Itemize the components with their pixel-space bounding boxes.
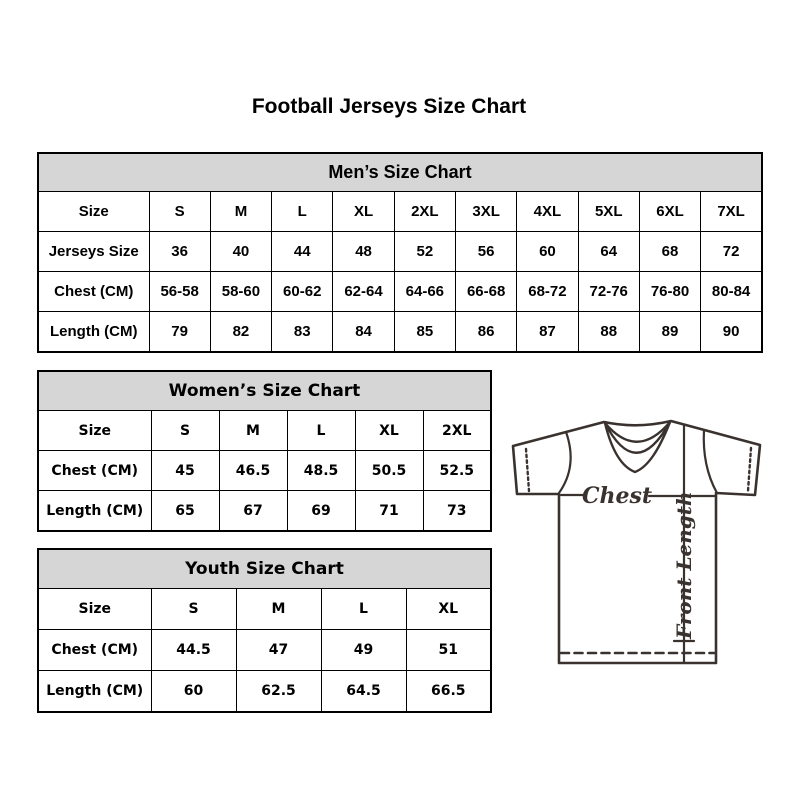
value-cell: 68 <box>639 232 700 272</box>
table-row <box>38 491 491 532</box>
row-label-cell: Size <box>38 411 151 451</box>
value-cell: 76-80 <box>639 272 700 312</box>
value-cell: 5XL <box>578 192 639 232</box>
value-cell: 48 <box>333 232 394 272</box>
value-cell: 3XL <box>455 192 516 232</box>
value-cell: 82 <box>210 312 271 353</box>
value-cell: 86 <box>455 312 516 353</box>
value-cell: 64.5 <box>321 671 406 713</box>
value-cell: 68-72 <box>517 272 578 312</box>
row-label-cell: Size <box>38 589 151 630</box>
jersey-outline <box>513 421 760 663</box>
table-row <box>38 411 491 451</box>
value-cell: 48.5 <box>287 451 355 491</box>
value-cell: 83 <box>272 312 333 353</box>
womens-size-table <box>37 370 492 532</box>
value-cell: 64 <box>578 232 639 272</box>
page-title: Football Jerseys Size Chart <box>251 95 527 118</box>
row-label-cell: Jerseys Size <box>38 232 149 272</box>
value-cell: 62-64 <box>333 272 394 312</box>
value-cell: 71 <box>355 491 423 532</box>
value-cell: 49 <box>321 630 406 671</box>
table-row <box>38 272 762 312</box>
value-cell: 40 <box>210 232 271 272</box>
table-header-row <box>38 371 491 411</box>
row-label-cell: Length (CM) <box>38 491 151 532</box>
value-cell: 60 <box>517 232 578 272</box>
table-row <box>38 192 762 232</box>
value-cell: 4XL <box>517 192 578 232</box>
table-header-row <box>38 153 762 192</box>
row-label-cell: Length (CM) <box>38 671 151 713</box>
value-cell: M <box>236 589 321 630</box>
row-label-cell: Chest (CM) <box>38 451 151 491</box>
value-cell: 67 <box>219 491 287 532</box>
value-cell: 44.5 <box>151 630 236 671</box>
value-cell: 64-66 <box>394 272 455 312</box>
value-cell: 72 <box>701 232 762 272</box>
value-cell: 45 <box>151 451 219 491</box>
chest-label: Chest <box>581 483 653 509</box>
table-row <box>38 671 491 713</box>
row-label-cell: Chest (CM) <box>38 630 151 671</box>
table-header-row <box>38 549 491 589</box>
row-label-cell: Size <box>38 192 149 232</box>
value-cell: S <box>151 589 236 630</box>
left-cuff-stitch <box>526 449 529 491</box>
table-row <box>38 312 762 353</box>
value-cell: 79 <box>149 312 210 353</box>
value-cell: 62.5 <box>236 671 321 713</box>
value-cell: 56-58 <box>149 272 210 312</box>
value-cell: 84 <box>333 312 394 353</box>
value-cell: 46.5 <box>219 451 287 491</box>
value-cell: 69 <box>287 491 355 532</box>
value-cell: 90 <box>701 312 762 353</box>
value-cell: 66.5 <box>406 671 491 713</box>
value-cell: 73 <box>423 491 491 532</box>
value-cell: 52.5 <box>423 451 491 491</box>
value-cell: 80-84 <box>701 272 762 312</box>
collar-curve-middle <box>605 422 670 453</box>
womens-table-title: Women’s Size Chart <box>38 371 491 411</box>
value-cell: XL <box>355 411 423 451</box>
mens-table-title: Men’s Size Chart <box>38 153 762 192</box>
value-cell: 36 <box>149 232 210 272</box>
value-cell: 88 <box>578 312 639 353</box>
value-cell: 65 <box>151 491 219 532</box>
youth-size-table <box>37 548 492 713</box>
right-cuff-stitch <box>748 448 751 491</box>
table-row <box>38 451 491 491</box>
value-cell: 44 <box>272 232 333 272</box>
value-cell: XL <box>406 589 491 630</box>
value-cell: 56 <box>455 232 516 272</box>
row-label-cell: Length (CM) <box>38 312 149 353</box>
value-cell: L <box>272 192 333 232</box>
value-cell: 50.5 <box>355 451 423 491</box>
value-cell: 52 <box>394 232 455 272</box>
value-cell: XL <box>333 192 394 232</box>
front-length-label: Front Length <box>672 491 696 639</box>
value-cell: 2XL <box>394 192 455 232</box>
value-cell: 89 <box>639 312 700 353</box>
table-row <box>38 630 491 671</box>
value-cell: 72-76 <box>578 272 639 312</box>
value-cell: L <box>287 411 355 451</box>
value-cell: M <box>219 411 287 451</box>
left-armhole-seam <box>559 432 571 493</box>
value-cell: S <box>151 411 219 451</box>
value-cell: 60-62 <box>272 272 333 312</box>
jersey-diagram <box>505 412 773 674</box>
value-cell: M <box>210 192 271 232</box>
value-cell: 2XL <box>423 411 491 451</box>
youth-table-title: Youth Size Chart <box>38 549 491 589</box>
value-cell: 51 <box>406 630 491 671</box>
value-cell: 6XL <box>639 192 700 232</box>
value-cell: 87 <box>517 312 578 353</box>
value-cell: L <box>321 589 406 630</box>
mens-size-table <box>37 152 763 353</box>
table-row <box>38 589 491 630</box>
row-label-cell: Chest (CM) <box>38 272 149 312</box>
right-armhole-seam <box>704 430 717 493</box>
value-cell: 58-60 <box>210 272 271 312</box>
table-row <box>38 232 762 272</box>
collar-v-neck <box>605 422 670 472</box>
value-cell: 47 <box>236 630 321 671</box>
value-cell: 60 <box>151 671 236 713</box>
value-cell: 85 <box>394 312 455 353</box>
value-cell: 66-68 <box>455 272 516 312</box>
value-cell: S <box>149 192 210 232</box>
value-cell: 7XL <box>701 192 762 232</box>
